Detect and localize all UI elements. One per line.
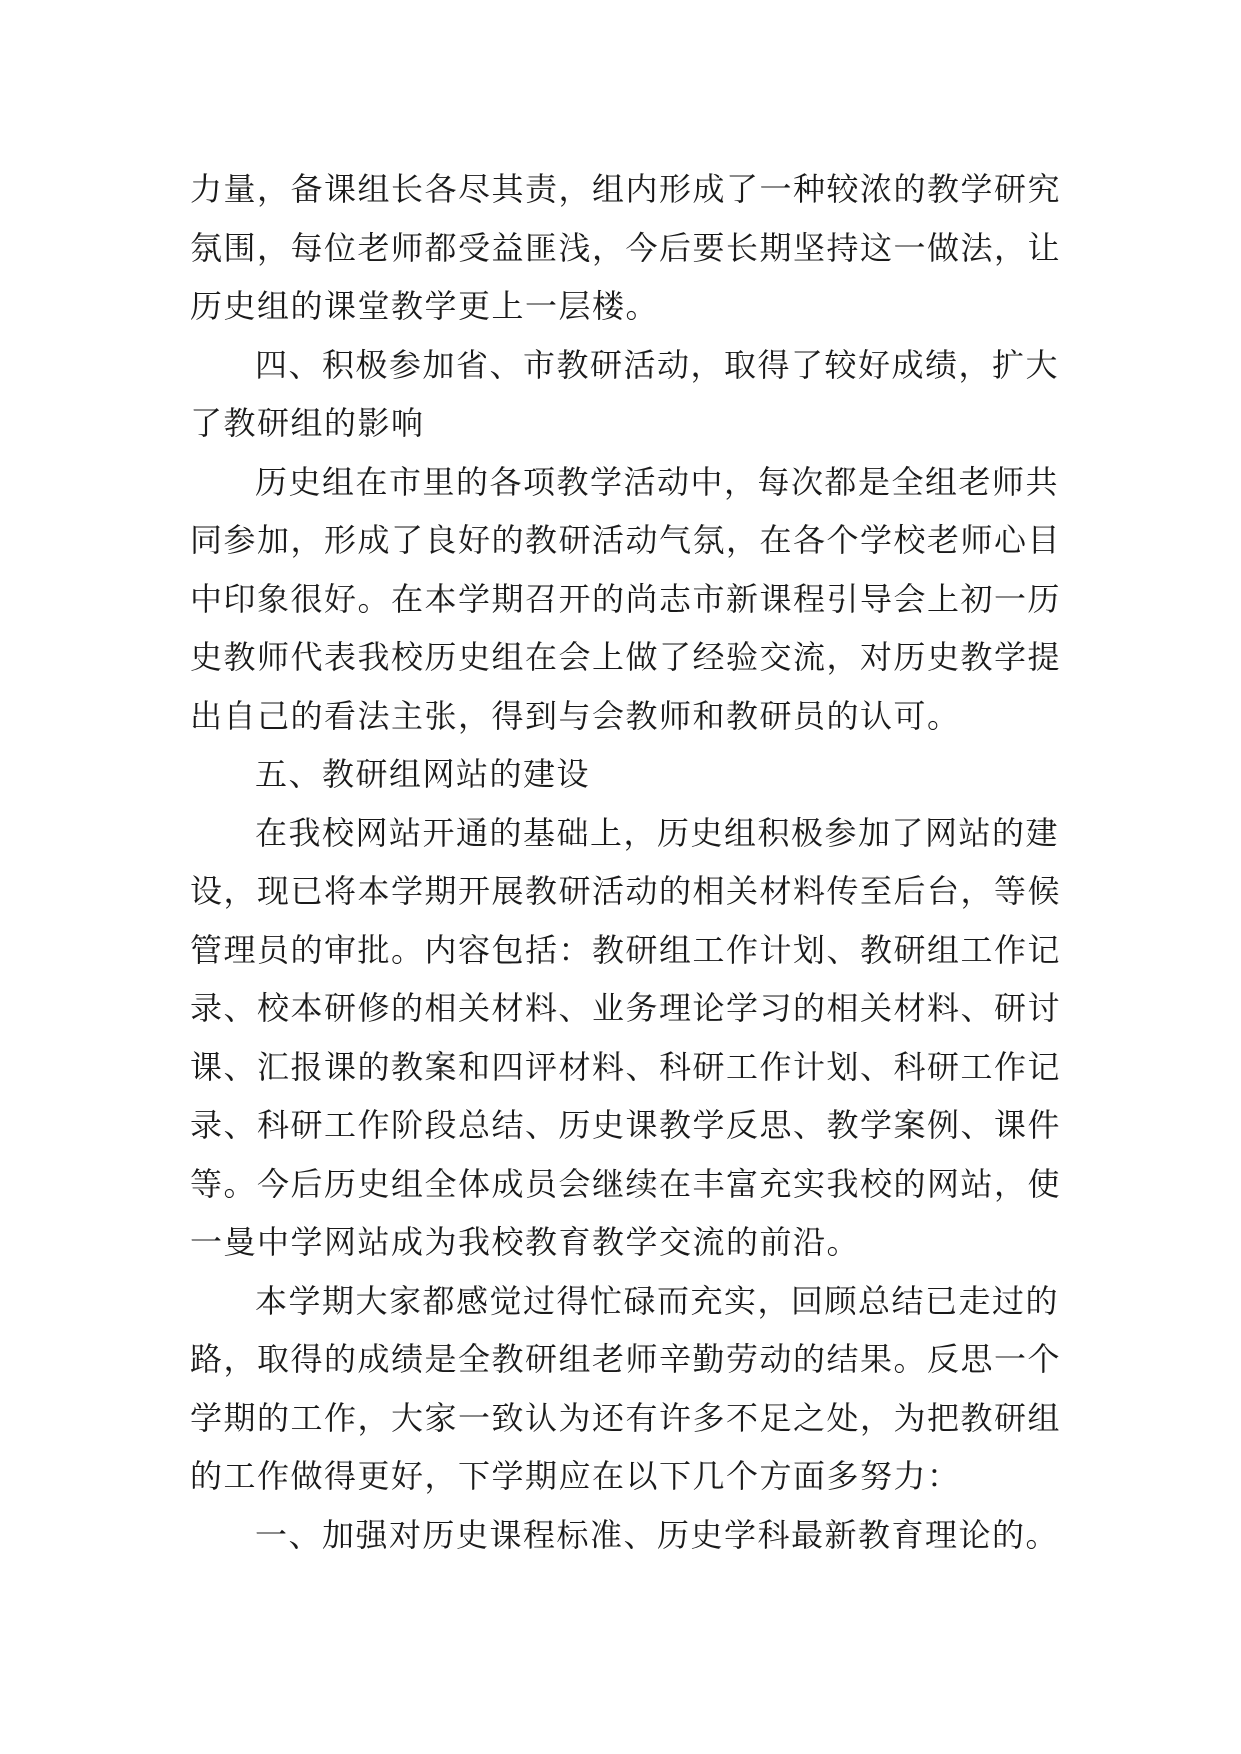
text-line: 的工作做得更好，下学期应在以下几个方面多努力： [190,1457,961,1495]
text-line: 同参加，形成了良好的教研活动气氛，在各个学校老师心目 [190,521,1062,559]
document-body [190,160,1070,1564]
text-line: 力量，备课组长各尽其责，组内形成了一种较浓的教学研究 [190,170,1062,208]
text-line: 课、汇报课的教案和四评材料、科研工作计划、科研工作记 [190,1047,1062,1086]
text-line: 氛围，每位老师都受益匪浅，今后要长期坚持这一做法，让 [190,228,1062,267]
text-line: 在我校网站开通的基础上，历史组积极参加了网站的建 [255,813,1060,852]
text-line: 录、科研工作阶段总结、历史课教学反思、教学案例、课件 [190,1106,1062,1144]
text-line: 了教研组的影响 [190,404,425,442]
text-line: 四、积极参加省、市教研活动，取得了较好成绩，扩大 [255,345,1060,384]
text-line: 出自己的看法主张，得到与会教师和教研员的认可。 [190,696,961,735]
text-line: 学期的工作，大家一致认为还有许多不足之处，为把教研组 [190,1398,1062,1437]
text-line: 中印象很好。在本学期召开的尚志市新课程引导会上初一历 [190,579,1062,618]
text-line: 历史组的课堂教学更上一层楼。 [190,287,660,325]
text-line: 五、教研组网站的建设 [255,755,591,793]
text-line: 历史组在市里的各项教学活动中，每次都是全组老师共 [255,462,1060,501]
text-line: 本学期大家都感觉过得忙碌而充实，回顾总结已走过的 [255,1281,1060,1320]
text-line: 等。今后历史组全体成员会继续在丰富充实我校的网站，使 [190,1164,1062,1203]
text-line: 录、校本研修的相关材料、业务理论学习的相关材料、研讨 [190,989,1062,1027]
text-line: 史教师代表我校历史组在会上做了经验交流，对历史教学提 [190,638,1062,676]
text-line: 管理员的审批。内容包括：教研组工作计划、教研组工作记 [190,930,1062,969]
text-line: 设，现已将本学期开展教研活动的相关材料传至后台，等候 [190,872,1062,910]
text-line: 一、加强对历史课程标准、历史学科最新教育理论的。 [255,1515,1060,1554]
text-line: 路，取得的成绩是全教研组老师辛勤劳动的结果。反思一个 [190,1340,1062,1378]
text-line: 一曼中学网站成为我校教育教学交流的前沿。 [190,1223,861,1261]
